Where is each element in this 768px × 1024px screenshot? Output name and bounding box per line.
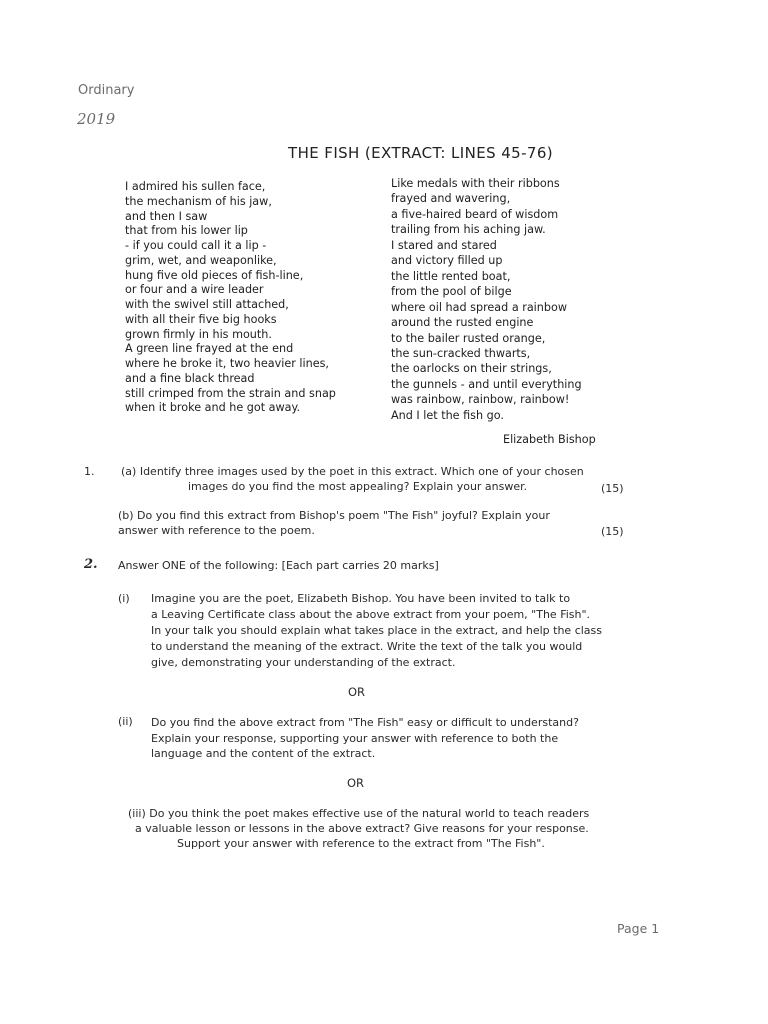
poem-line: the little rented boat,: [391, 269, 511, 283]
poem-left-column: [125, 180, 336, 416]
poem-line: with the swivel still attached,: [125, 298, 289, 311]
poem-line: I stared and stared: [391, 238, 497, 252]
poem-line: frayed and wavering,: [391, 192, 511, 206]
page-number: Page 1: [617, 921, 660, 936]
poem-right-column: [391, 176, 582, 423]
option-i-line: a Leaving Certificate class about the above extract from your poem, "The Fish".: [151, 608, 591, 621]
option-ii-line: language and the content of the extract.: [151, 747, 376, 760]
question-1a-line-1: (a) Identify three images used by the poet in this extract. Which one of your chosen: [121, 465, 584, 478]
poem-line: hung five old pieces of fish-line,: [125, 268, 304, 282]
question-2-number: 2.: [84, 557, 98, 572]
poem-line: and a fine black thread: [125, 371, 255, 385]
question-1b-line-2: answer with reference to the poem.: [118, 524, 315, 537]
poem-line: still crimped from the strain and snap: [125, 386, 336, 400]
option-iii-line: (iii) Do you think the poet makes effective use of the natural world to teach readers: [128, 807, 590, 820]
or-separator: OR: [348, 685, 366, 699]
option-ii-line: Explain your response, supporting your answer with reference to both the: [151, 732, 559, 745]
option-ii-line: Do you find the above extract from "The Fish" easy or difficult to understand?: [151, 716, 579, 729]
poem-line: the mechanism of his jaw,: [125, 194, 272, 208]
page-title: THE FISH (EXTRACT: LINES 45-76): [288, 144, 554, 162]
poem-line: around the rusted engine: [391, 316, 534, 330]
option-i-line: In your talk you should explain what takes place in the extract, and help the class: [151, 624, 602, 637]
poem-line: and then I saw: [125, 209, 208, 223]
poem-line: I admired his sullen face,: [125, 180, 266, 193]
or-separator: OR: [347, 776, 365, 790]
poem-line: grown firmly in his mouth.: [125, 327, 272, 341]
poem-line: - if you could call it a lip -: [125, 239, 267, 252]
exam-level: Ordinary: [78, 83, 135, 98]
poem-line: where oil had spread a rainbow: [391, 300, 567, 314]
poem-line: And I let the fish go.: [391, 408, 504, 422]
poem-line: or four and a wire leader: [125, 283, 264, 297]
question-1a-line-2: images do you find the most appealing? Explain your answer.: [188, 480, 528, 493]
poem-line: trailing from his aching jaw.: [391, 223, 546, 237]
poem-line: and victory filled up: [391, 254, 503, 268]
poem-line: the gunnels - and until everything: [391, 377, 582, 391]
poem-author: Elizabeth Bishop: [503, 433, 596, 446]
question-2-instruction: Answer ONE of the following: [Each part carries 20 marks]: [118, 559, 439, 572]
option-i-line: Imagine you are the poet, Elizabeth Bishop. You have been invited to talk to: [151, 592, 571, 605]
poem-line: that from his lower lip: [125, 224, 248, 238]
question-1b-marks: (15): [601, 525, 624, 538]
poem-line: grim, wet, and weaponlike,: [125, 253, 277, 267]
option-ii-label: (ii): [118, 715, 133, 728]
poem-line: Like medals with their ribbons: [391, 177, 560, 190]
option-i-line: give, demonstrating your understanding of the extract.: [151, 656, 456, 669]
option-i-line: to understand the meaning of the extract. Write the text of the talk you would: [151, 640, 583, 653]
question-1b-line-1: (b) Do you find this extract from Bishop's poem "The Fish" joyful? Explain your: [118, 509, 550, 522]
poem-line: where he broke it, two heavier lines,: [125, 357, 329, 370]
poem-line: the oarlocks on their strings,: [391, 362, 552, 376]
poem-line: when it broke and he got away.: [125, 401, 301, 415]
poem-line: with all their five big hooks: [125, 312, 277, 326]
poem-line: A green line frayed at the end: [125, 342, 294, 356]
exam-year: 2019: [77, 110, 116, 128]
poem-line: a five-haired beard of wisdom: [391, 207, 559, 221]
question-1-number: 1.: [84, 465, 95, 478]
option-i-label: (i): [118, 592, 130, 605]
poem-line: was rainbow, rainbow, rainbow!: [391, 393, 570, 407]
poem-line: from the pool of bilge: [391, 285, 512, 299]
poem-line: the sun-cracked thwarts,: [391, 346, 531, 360]
option-iii-line: Support your answer with reference to the extract from "The Fish".: [177, 837, 545, 850]
poem-line: to the bailer rusted orange,: [391, 331, 546, 345]
option-iii-line: a valuable lesson or lessons in the above extract? Give reasons for your response.: [135, 822, 589, 835]
question-1a-marks: (15): [601, 482, 624, 495]
